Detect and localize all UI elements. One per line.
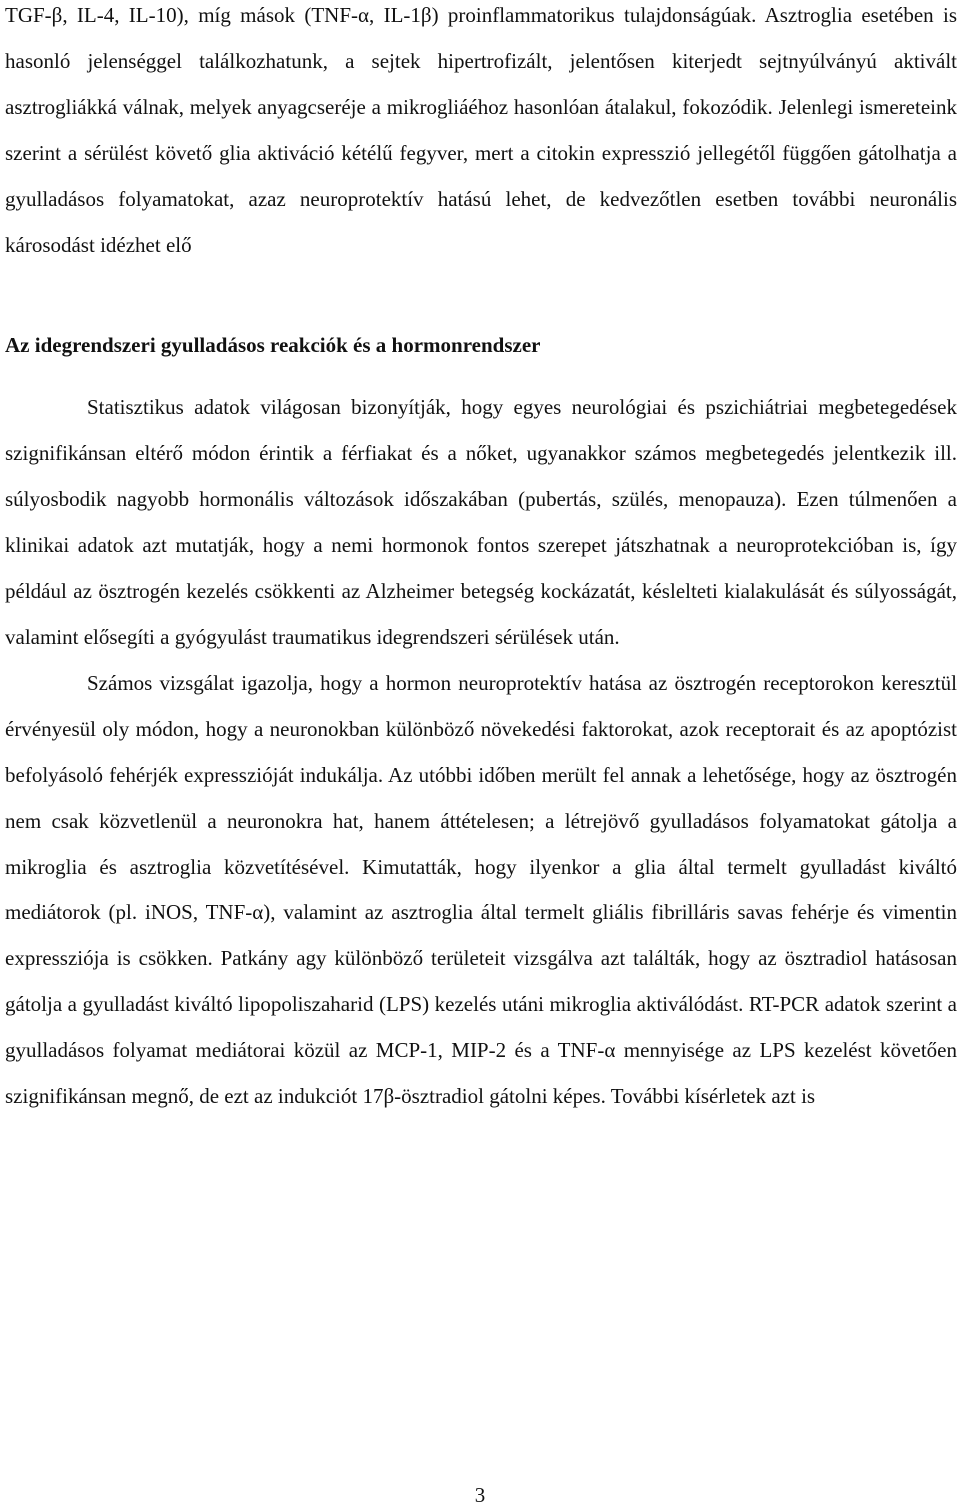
- body-paragraph: TGF-β, IL-4, IL-10), míg mások (TNF-α, IL-1β) proinflammatorikus tulajdonságúak. Asztroglia esetében is hasonló jelenséggel találkozhatunk, a sejtek hipertrofizált, jelentősen kiterjedt sejtnyúlványú aktivált asztrogliákká válnak, melyek anyagcseréje a mikrogliáéhoz hasonlóan átalakul, fokozódik. Jelenlegi ismereteink szerint a sérülést követő glia aktiváció kétélű fegyver, mert a citokin expresszió jellegétől függően gátolhatja a gyulladásos folyamatokat, azaz neuroprotektív hatású lehet, de kedvezőtlen esetben további neuronális károsodást idézhet elő: [5, 3, 957, 257]
- document-page: [5, 0, 957, 1508]
- body-paragraph: Statisztikus adatok világosan bizonyítják, hogy egyes neurológiai és pszichiátriai megbetegedések szignifikánsan eltérő módon érintik a férfiakat és a nőket, ugyanakkor számos megbetegedés jelentkezik ill. súlyosbodik nagyobb hormonális változások időszakában (pubertás, szülés, menopauza). Ezen túlmenően a klinikai adatok azt mutatják, hogy a nemi hormonok fontos szerepet játszhatnak a neuroprotekcióban is, így például az ösztrogén kezelés csökkenti az Alzheimer betegség kockázatát, késlelteti kialakulását és súlyosságát, valamint elősegíti a gyógyulást traumatikus idegrendszeri sérülések után.: [5, 395, 957, 649]
- page-number: 3: [474, 1483, 486, 1507]
- body-paragraph: Számos vizsgálat igazolja, hogy a hormon neuroprotektív hatása az ösztrogén receptorokon keresztül érvényesül oly módon, hogy a neuronokban különböző növekedési faktorokat, azok receptorait és az apoptózist befolyásoló fehérjék expresszióját indukálja. Az utóbbi időben merült fel annak a lehetősége, hogy az ösztrogén nem csak közvetlenül a neuronokra hat, hanem áttételesen; a létrejövő gyulladásos folyamatokat gátolja a mikroglia és asztroglia közvetítésével. Kimutatták, hogy ilyenkor a glia által termelt gyulladást kiváltó mediátorok (pl. iNOS, TNF-α), valamint az asztroglia által termelt gliális fibrilláris savas fehérje és vimentin expressziója is csökken. Patkány agy különböző területeit vizsgálva azt találták, hogy az ösztradiol hatásosan gátolja a gyulladást kiváltó lipopoliszaharid (LPS) kezelés utáni mikroglia aktiválódást. RT-PCR adatok szerint a gyulladásos folyamat mediátorai közül az MCP-1, MIP-2 és a TNF-α mennyisége az LPS kezelést követően szignifikánsan megnő, de ezt az indukciót 17β-ösztradiol gátolni képes. További kísérletek azt is: [5, 670, 957, 1109]
- section-heading: Az idegrendszeri gyulladásos reakciók és a hormonrendszer: [5, 333, 541, 358]
